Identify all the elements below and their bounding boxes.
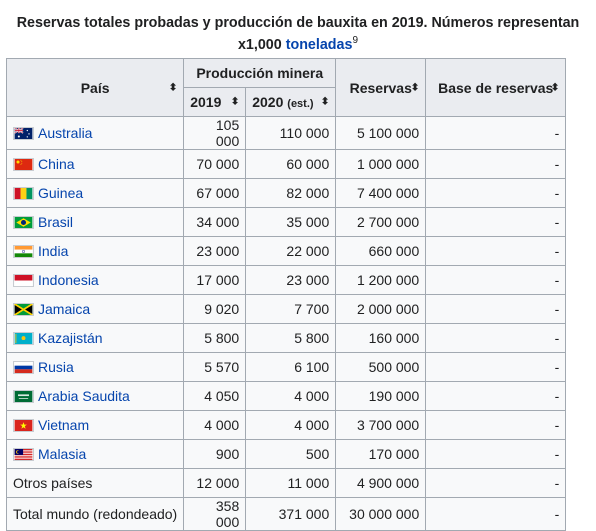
country-link[interactable]: Rusia: [38, 359, 74, 375]
reserve-base-cell: -: [426, 208, 566, 237]
row-label: Otros países: [13, 475, 93, 491]
table-row: [7, 411, 566, 440]
reserve-base-cell: -: [426, 411, 566, 440]
guinea-flag-icon: [13, 187, 34, 200]
reserves-cell: 4 900 000: [336, 469, 426, 498]
production-2020-cell: 5 800: [246, 324, 336, 353]
production-2020-cell: 22 000: [246, 237, 336, 266]
sort-arrows-icon[interactable]: ⬍: [410, 82, 420, 93]
country-cell: [7, 208, 184, 237]
production-2019-cell: 34 000: [184, 208, 246, 237]
country-cell: [7, 150, 184, 179]
production-2020-cell: 500: [246, 440, 336, 469]
table-row: [7, 237, 566, 266]
bauxite-table: [6, 58, 566, 531]
russia-flag-icon: [13, 361, 34, 374]
table-row: [7, 353, 566, 382]
country-cell: [7, 469, 184, 498]
country-cell: [7, 324, 184, 353]
reserves-cell: 160 000: [336, 324, 426, 353]
row-label: Total mundo (redondeado): [13, 506, 178, 522]
reserves-cell: 3 700 000: [336, 411, 426, 440]
country-link[interactable]: Kazajistán: [38, 330, 103, 346]
reserve-base-cell: -: [426, 353, 566, 382]
reference-sup[interactable]: 9: [352, 35, 359, 47]
country-cell: [7, 179, 184, 208]
china-flag-icon: [13, 158, 34, 171]
reserves-cell: 1 200 000: [336, 266, 426, 295]
production-2019-cell: 12 000: [184, 469, 246, 498]
table-row: [7, 295, 566, 324]
country-link[interactable]: Jamaica: [38, 301, 91, 317]
reserves-cell: 660 000: [336, 237, 426, 266]
production-2020-cell: 23 000: [246, 266, 336, 295]
country-link[interactable]: Arabia Saudita: [38, 388, 130, 404]
caption-text: Reservas totales probadas y producción de bauxita en 2019. Números representan x1,000: [16, 15, 580, 53]
production-2020-cell: 371 000: [246, 498, 336, 531]
production-2019-cell: 9 020: [184, 295, 246, 324]
production-2020-cell: 82 000: [246, 179, 336, 208]
country-cell: [7, 266, 184, 295]
toneladas-link[interactable]: toneladas: [285, 37, 353, 53]
table-row: [7, 179, 566, 208]
header-base[interactable]: Base de reservas ⬍: [426, 59, 566, 117]
table-row: [7, 498, 566, 531]
reserve-base-cell: -: [426, 117, 566, 150]
table-row: [7, 266, 566, 295]
country-cell: [7, 411, 184, 440]
brazil-flag-icon: [13, 216, 34, 229]
production-2019-cell: 17 000: [184, 266, 246, 295]
country-link[interactable]: Indonesia: [38, 272, 99, 288]
reserve-base-cell: -: [426, 469, 566, 498]
header-production: Producción minera: [184, 59, 336, 88]
country-cell: [7, 498, 184, 531]
production-2019-cell: 4 050: [184, 382, 246, 411]
table-row: [7, 208, 566, 237]
country-link[interactable]: Malasia: [38, 446, 87, 462]
reserves-cell: 2 000 000: [336, 295, 426, 324]
production-2019-cell: 23 000: [184, 237, 246, 266]
reserve-base-cell: -: [426, 295, 566, 324]
reserve-base-cell: -: [426, 324, 566, 353]
production-2019-cell: 4 000: [184, 411, 246, 440]
vietnam-flag-icon: [13, 419, 34, 432]
country-link[interactable]: China: [38, 156, 75, 172]
header-country[interactable]: País ⬍: [7, 59, 184, 117]
table-row: [7, 469, 566, 498]
production-2019-cell: 67 000: [184, 179, 246, 208]
reserves-cell: 2 700 000: [336, 208, 426, 237]
country-cell: [7, 237, 184, 266]
table-row: [7, 440, 566, 469]
country-cell: [7, 117, 184, 150]
country-link[interactable]: India: [38, 243, 69, 259]
production-2020-cell: 35 000: [246, 208, 336, 237]
header-2019[interactable]: 2019 ⬍: [184, 88, 246, 117]
reserve-base-cell: -: [426, 440, 566, 469]
table-caption: [0, 12, 596, 56]
country-cell: [7, 382, 184, 411]
sort-arrows-icon[interactable]: ⬍: [230, 96, 240, 108]
reserves-cell: 30 000 000: [336, 498, 426, 531]
production-2019-cell: 105 000: [184, 117, 246, 150]
reserves-cell: 7 400 000: [336, 179, 426, 208]
reserve-base-cell: -: [426, 266, 566, 295]
sort-arrows-icon[interactable]: ⬍: [550, 82, 560, 93]
sort-arrows-icon[interactable]: ⬍: [320, 96, 330, 108]
production-2020-cell: 4 000: [246, 382, 336, 411]
country-cell: [7, 295, 184, 324]
reserves-cell: 500 000: [336, 353, 426, 382]
reserve-base-cell: -: [426, 498, 566, 531]
sort-arrows-icon[interactable]: ⬍: [168, 82, 178, 93]
production-2019-cell: 5 570: [184, 353, 246, 382]
production-2020-cell: 4 000: [246, 411, 336, 440]
kazakhstan-flag-icon: [13, 332, 34, 345]
table-row: [7, 150, 566, 179]
reserves-cell: 190 000: [336, 382, 426, 411]
country-link[interactable]: Australia: [38, 125, 93, 141]
production-2020-cell: 110 000: [246, 117, 336, 150]
indonesia-flag-icon: [13, 274, 34, 287]
malaysia-flag-icon: [13, 448, 34, 461]
reserves-cell: 1 000 000: [336, 150, 426, 179]
header-2020[interactable]: 2020 (est.) ⬍: [246, 88, 336, 117]
production-2020-cell: 11 000: [246, 469, 336, 498]
production-2019-cell: 900: [184, 440, 246, 469]
table-row: [7, 324, 566, 353]
reserves-cell: 5 100 000: [336, 117, 426, 150]
country-link[interactable]: Guinea: [38, 185, 84, 201]
jamaica-flag-icon: [13, 303, 34, 316]
production-2019-cell: 5 800: [184, 324, 246, 353]
australia-flag-icon: [13, 127, 34, 140]
reserve-base-cell: -: [426, 179, 566, 208]
country-cell: [7, 440, 184, 469]
table-row: [7, 382, 566, 411]
country-cell: [7, 353, 184, 382]
country-link[interactable]: Brasil: [38, 214, 74, 230]
production-2019-cell: 70 000: [184, 150, 246, 179]
production-2020-cell: 6 100: [246, 353, 336, 382]
country-link[interactable]: Vietnam: [38, 417, 90, 433]
production-2020-cell: 7 700: [246, 295, 336, 324]
production-2019-cell: 358 000: [184, 498, 246, 531]
india-flag-icon: [13, 245, 34, 258]
production-2020-cell: 60 000: [246, 150, 336, 179]
table-row: [7, 117, 566, 150]
reserve-base-cell: -: [426, 150, 566, 179]
saudi-arabia-flag-icon: [13, 390, 34, 403]
reserves-cell: 170 000: [336, 440, 426, 469]
header-reserves[interactable]: Reservas ⬍: [336, 59, 426, 117]
reserve-base-cell: -: [426, 382, 566, 411]
reserve-base-cell: -: [426, 237, 566, 266]
